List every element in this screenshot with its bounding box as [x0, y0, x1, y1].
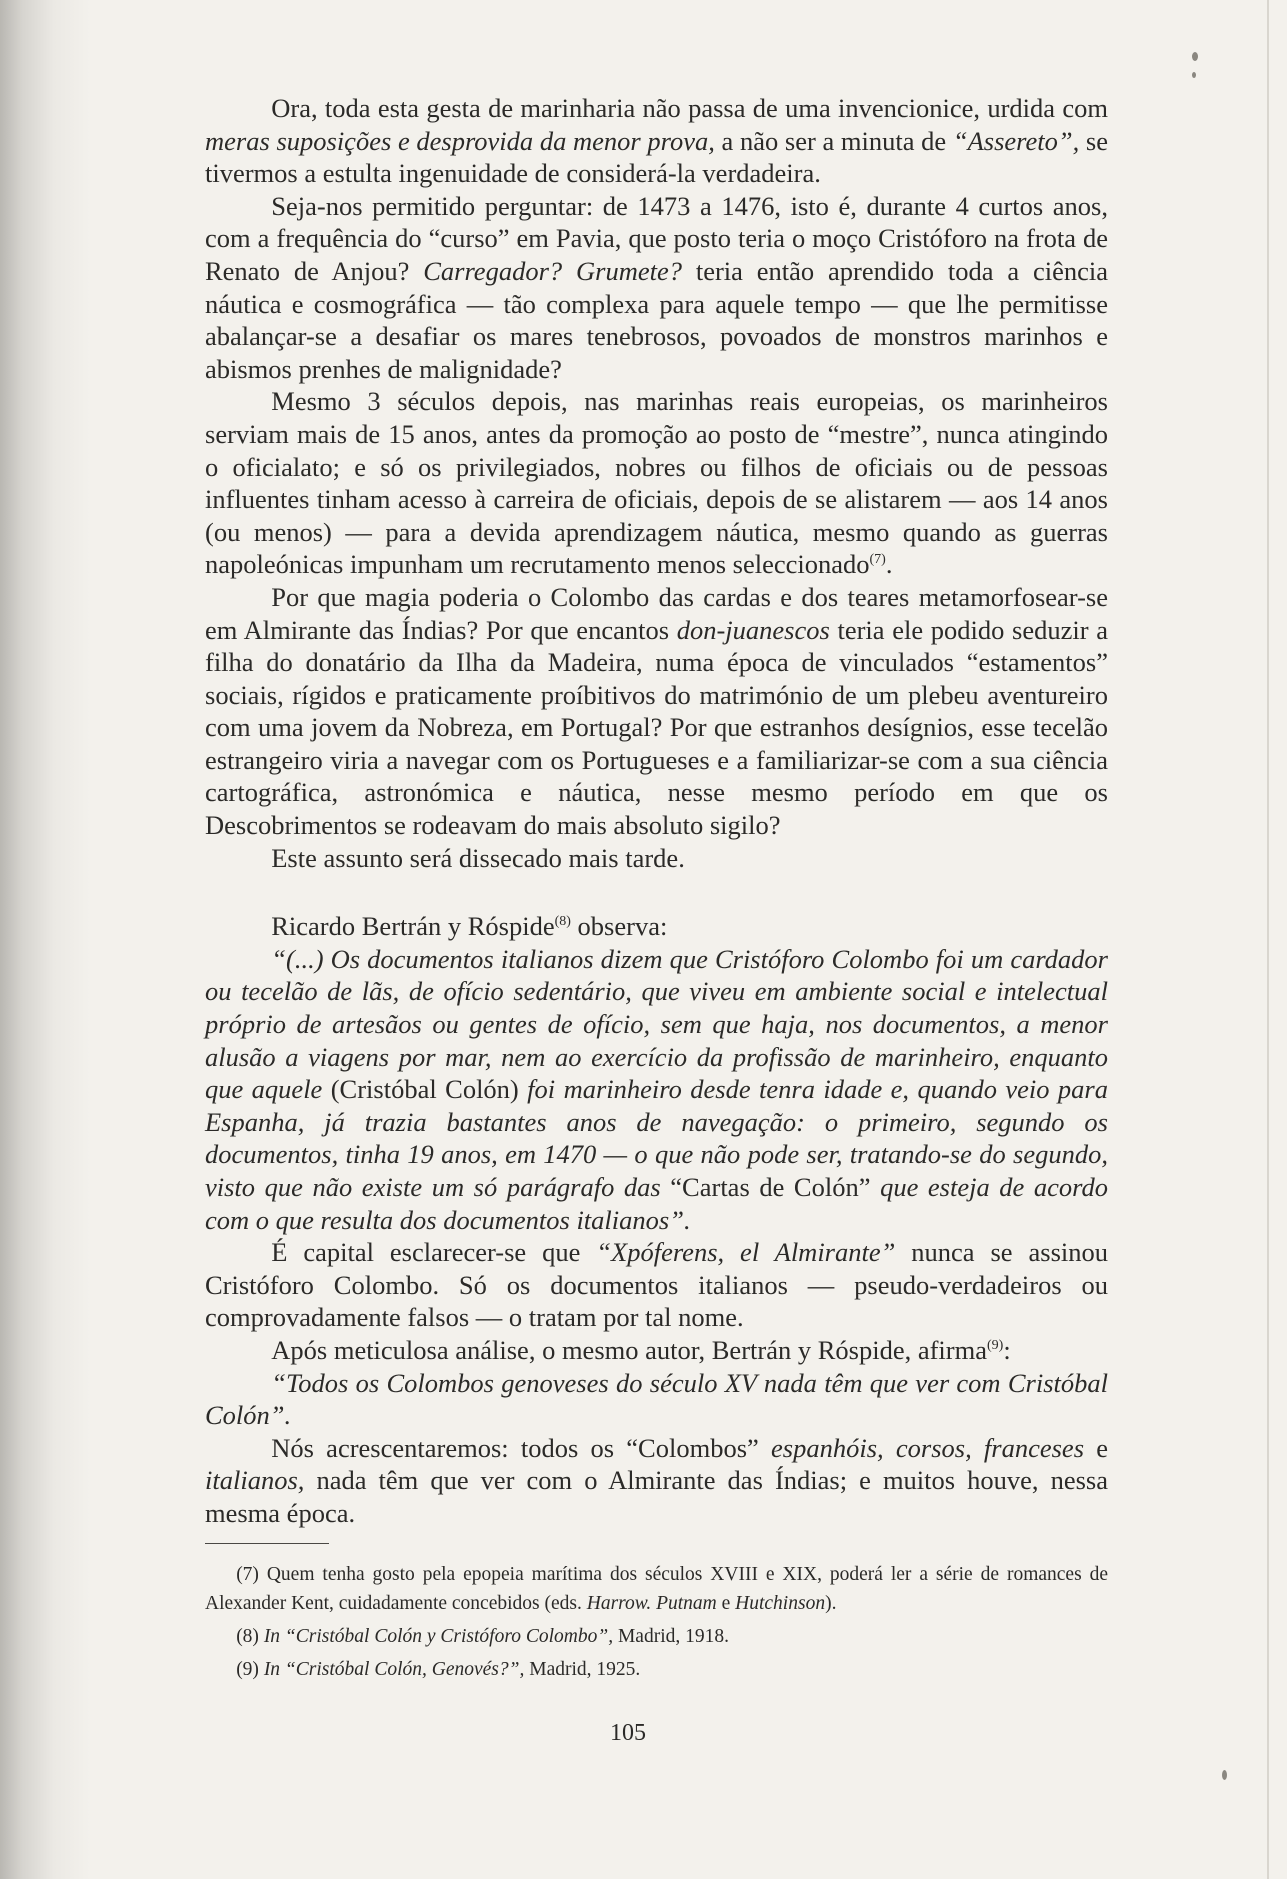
text: (Cristóbal Colón) — [330, 1074, 519, 1105]
italic-text: “(...) Os documentos italianos dizem que Cristóforo Colombo foi um cardador ou tecelão de lãs, de ofício sedentário, que viveu em ambiente social e intelectual próprio de artesãos ou gentes de ofício, sem que haja, nos documentos, a menor alusão a viagens por mar, nem ao exercício da profissão de marinheiro, enquanto que aquele — [205, 943, 1108, 1105]
italic-text: meras suposições e desprovida da menor prova, — [205, 125, 715, 156]
footnote-ref: (8) — [554, 914, 571, 930]
italic-text: italianos, — [205, 1465, 305, 1496]
text: nunca se assinou Cristóforo Colombo. Só os documentos italianos — pseudo-verdadeiros ou comprovadamente falsos — o tratam por tal nome. — [205, 1237, 1108, 1333]
footnote-ref: (9) — [986, 1338, 1004, 1354]
paragraph: Este assunto será dissecado mais tarde. — [271, 842, 685, 873]
italic-text: In “Cristóbal Colón y Cristóforo Colombo”, — [263, 1626, 614, 1647]
scan-shadow — [0, 0, 90, 1879]
text: teria ele podido seduzir a filha do donatário da Ilha da Madeira, numa época de vinculados “estamentos” sociais, rígidos e praticamente proíbitivos do matrimónio de um plebeu aventureiro com uma jovem da Nobreza, em Portugal? Por que estranhos desígnios, esse tecelão estrangeiro viria a navegar com os Portugueses e a familiarizar-se com a sua ciência cartográfica, astronómica e náutica, nesse mesmo período em que os Descobrimentos se rodeavam do mais absoluto sigilo? — [205, 614, 1108, 841]
paragraph — [205, 910, 1108, 943]
text: (8) — [236, 1626, 264, 1647]
text: Mesmo 3 séculos depois, nas marinhas reais europeias, os marinheiros serviam mais de 15 anos, antes da promoção ao posto de “mestre”, nunca atingindo o oficialato; e só os privilegiados, nobres ou filhos de oficiais ou de pessoas influentes tinham acesso à carreira de oficiais, depois de se alistarem — aos 14 anos (ou menos) — para a devida aprendizagem náutica, mesmo quando as guerras napoleónicas impunham um recrutamento menos seleccionado — [205, 386, 1108, 580]
italic-text: Carregador? Grumete? — [423, 255, 682, 286]
scan-speck — [1192, 72, 1196, 78]
italic-text: In “Cristóbal Colón, Genovés?”, — [263, 1659, 525, 1680]
paragraph — [205, 190, 1108, 386]
paragraph — [205, 92, 1108, 190]
italic-text: que esteja de acordo com o que resulta dos documentos italianos”. — [205, 1172, 1108, 1235]
italic-text: foi marinheiro desde tenra idade e, quando veio para Espanha, já trazia bastantes anos de navegação: o primeiro, segundo os documentos, tinha 19 anos, em 1470 — o que não pode ser, tratando-se do segundo, visto que não existe um só parágrafo das — [205, 1074, 1108, 1202]
footnote-ref: (7) — [869, 552, 886, 568]
footnote-divider — [205, 1543, 329, 1544]
paragraph — [205, 1236, 1108, 1334]
text: Madrid, 1925. — [524, 1659, 641, 1680]
paragraph — [205, 385, 1108, 581]
text: Ora, toda esta gesta de marinharia não passa de uma invencionice, urdida com — [271, 93, 1108, 123]
text: observa: — [570, 911, 668, 942]
paragraph — [205, 581, 1108, 842]
page-number: 105 — [610, 1720, 646, 1746]
text: Por que magia poderia o Colombo das cardas e dos teares metamorfosear-se em Almirante das Índias? Por que encantos — [205, 581, 1108, 645]
text: “Cartas de Colón” — [670, 1172, 871, 1202]
text: Nós acrescentaremos: todos os “Colombos” — [271, 1432, 772, 1463]
footnotes — [205, 1560, 1108, 1688]
text: É capital esclarecer-se que — [271, 1237, 597, 1268]
text: e — [716, 1593, 736, 1614]
text: se tivermos a estulta ingenuidade de considerá-la verdadeira. — [205, 125, 1108, 189]
page-edge — [1267, 0, 1269, 1879]
italic-text: Hutchinson — [735, 1593, 826, 1614]
spacer — [205, 874, 1108, 910]
text: : — [1003, 1334, 1011, 1365]
italic-text: espanhóis, corsos, franceses — [771, 1432, 1085, 1463]
italic-text: Harrow. Putnam — [586, 1593, 717, 1614]
text: teria então aprendido toda a ciência náutica e cosmográfica — tão complexa para aquele tempo — que lhe permitisse abalançar-se a desafiar os mares tenebrosos, povoados de monstros marinhos e abismos prenhes de malignidade? — [205, 255, 1108, 384]
footnote-7 — [205, 1560, 1108, 1618]
text: (9) — [236, 1659, 264, 1680]
text: Seja-nos permitido perguntar: de 1473 a 1476, isto é, durante 4 curtos anos, com a frequência do “curso” em Pavia, que posto teria o moço Cristóforo na frota de Renato de Anjou? — [205, 190, 1108, 286]
scan-speck — [1222, 1770, 1227, 1780]
paragraph — [205, 1334, 1108, 1367]
italic-text: “Assereto”, — [952, 125, 1080, 156]
text: Ricardo Bertrán y Róspide — [271, 911, 555, 942]
footnote-9 — [205, 1655, 1108, 1684]
text: . — [885, 549, 893, 580]
text: Após meticulosa análise, o mesmo autor, Bertrán y Róspide, afirma — [271, 1334, 987, 1365]
text: Madrid, 1918. — [613, 1626, 729, 1647]
quote-paragraph — [205, 943, 1108, 1236]
italic-text: don-juanescos — [676, 614, 830, 645]
scan-speck — [1192, 52, 1198, 61]
text: (7) Quem tenha gosto pela epopeia marítima dos séculos XVIII e XIX, poderá ler a série de romances de Alexander Kent, cuidadamente concebidos (eds. — [205, 1564, 1108, 1614]
quote-paragraph: “Todos os Colombos genoveses do século XV nada têm que ver com Cristóbal Colón”. — [205, 1367, 1108, 1431]
footnote-8 — [205, 1622, 1108, 1651]
text: a não ser a minuta de — [714, 125, 953, 156]
text: nada têm que ver com o Almirante das Índias; e muitos houve, nessa mesma época. — [205, 1465, 1108, 1528]
italic-text: “Xpóferens, el Almirante” — [596, 1237, 896, 1268]
text: e — [1084, 1432, 1109, 1463]
paragraph — [205, 1432, 1108, 1530]
page-body — [205, 92, 1108, 1530]
text: ). — [825, 1593, 837, 1614]
